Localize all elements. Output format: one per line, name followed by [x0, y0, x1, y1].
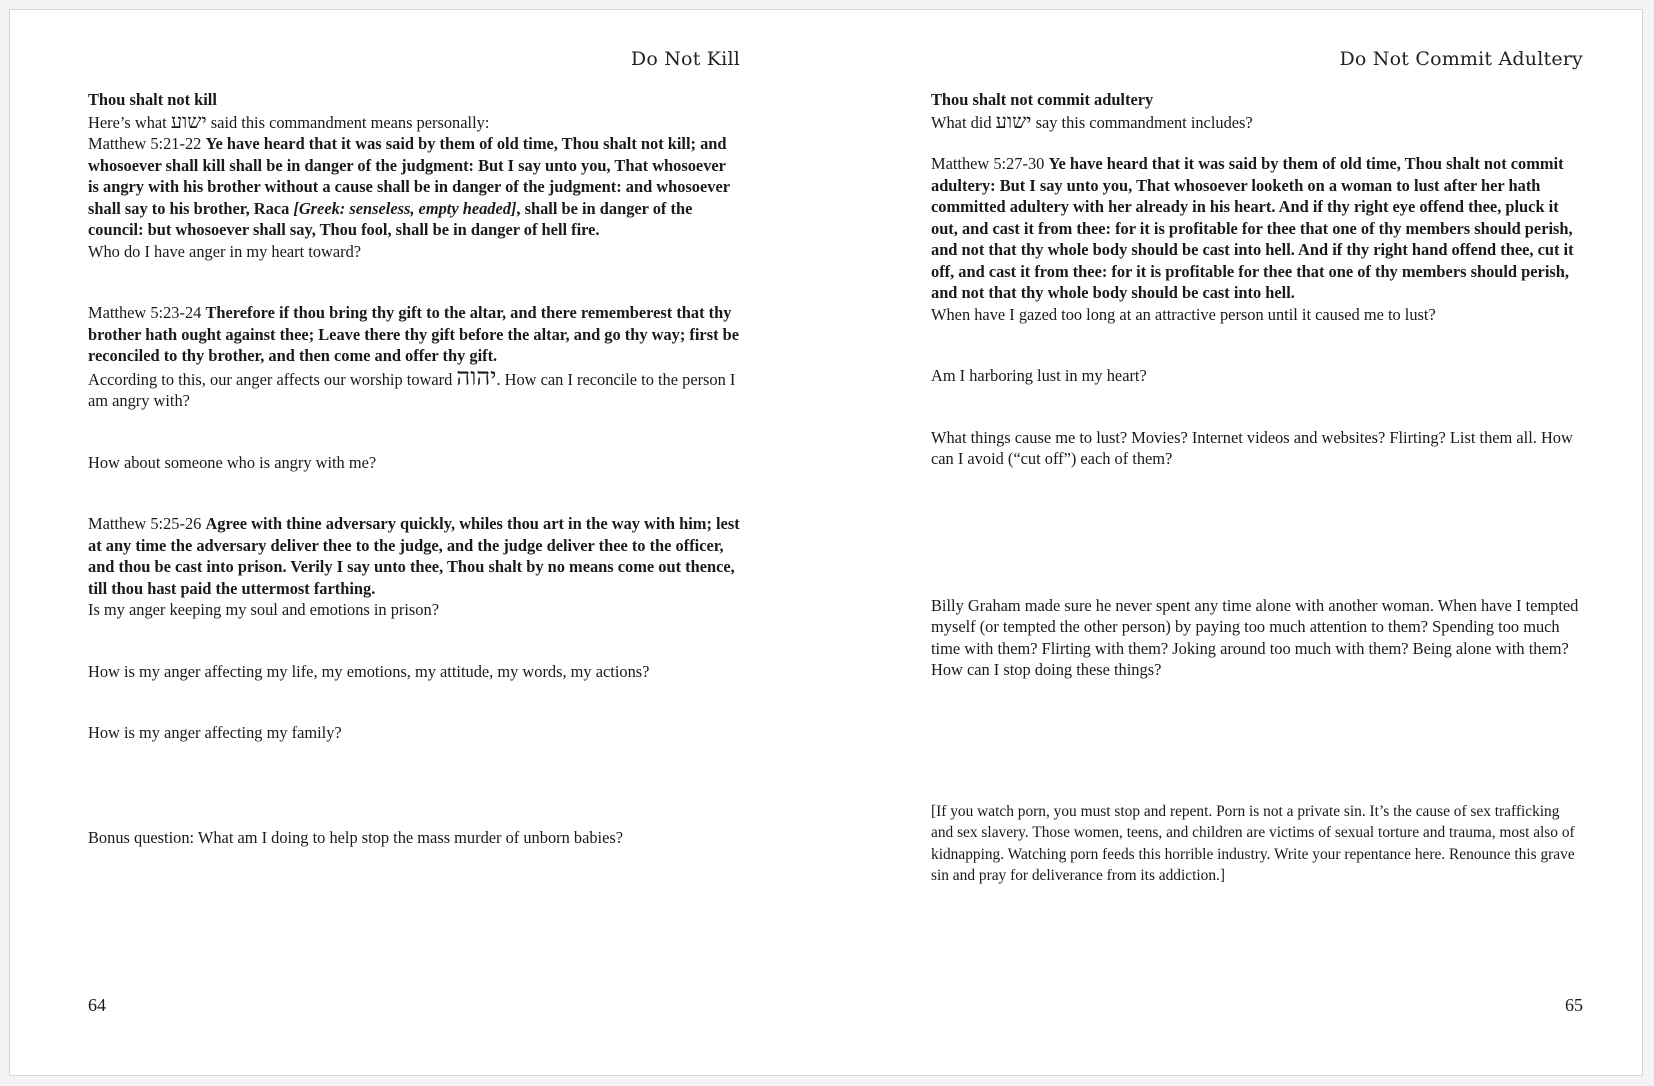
scripture-text: Ye have heard that it was said by them of old time, Thou shalt not kill; and whosoever shall kill shall be in danger of the judgment: But I say unto you, That whosoever is angry with his brother without a cause shall be in danger of the judgment: and whosoever shall say to his brother, Raca — [88, 134, 730, 218]
running-head-right: Do Not Commit Adultery — [1339, 48, 1583, 70]
question-1: When have I gazed too long at an attractive person until it caused me to lust? — [931, 304, 1436, 324]
intro-text: What did — [931, 112, 996, 132]
question-2 — [88, 362, 740, 412]
scripture-text-cont: , shall be in danger of the council: but whosoever shall say, Thou fool, shall be in danger of hell fire. — [88, 198, 693, 239]
scripture-text: Ye have heard that it was said by them of old time, Thou shalt not commit adultery: But I say unto you, That whosoever looketh on a woman to lust after her hath committed adultery with her already in his heart. And if thy right eye offend thee, pluck it out, and cast it from thee: for it is profitable for thee that one of thy members should perish, and not that thy whole body should be cast into hell. And if thy right hand offend thee, cut it off, and cast it from thee: for it is profitable for thee that one of thy members should perish, and not that thy whole body should be cast into hell. — [931, 154, 1574, 302]
question-3: How about someone who is angry with me? — [88, 452, 377, 472]
bonus-question: Bonus question: What am I doing to help stop the mass murder of unborn babies? — [88, 827, 624, 847]
scripture-passage — [931, 153, 1583, 304]
porn-note: [If you watch porn, you must stop and repent. Porn is not a private sin. It’s the cause of sex trafficking and sex slavery. Those women, teens, and children are victims of sexual torture and trauma, most also of kidnapping. Watching porn feeds this horrible industry. Write your repentance here. Renounce this grave sin and pray for deliverance from its addiction.] — [931, 802, 1575, 884]
intro-text-end: said this commandment means personally: — [206, 112, 490, 132]
section-title-kill: Thou shalt not kill — [88, 90, 217, 109]
question-2: Am I harboring lust in my heart? — [931, 366, 1147, 385]
greek-note: [Greek: senseless, empty headed] — [293, 198, 517, 218]
question-6: How is my anger affecting my family? — [88, 723, 342, 742]
scripture-passage-1 — [88, 133, 740, 241]
scripture-passage-3 — [88, 513, 740, 599]
scripture-reference: Matthew 5:25-26 — [88, 514, 206, 533]
page-number-right: 65 — [1565, 995, 1583, 1015]
scripture-reference: Matthew 5:21-22 — [88, 134, 206, 153]
hebrew-name-yeshua: ישוע — [995, 108, 1032, 133]
question-5: How is my anger affecting my life, my emotions, my attitude, my words, my actions? — [88, 661, 650, 681]
question-3: What things cause me to lust? Movies? Internet videos and websites? Flirting? List them all. How can I avoid (“cut off”) each of them? — [931, 427, 1573, 468]
left-page — [88, 10, 740, 1075]
intro-text: Here’s what — [88, 112, 171, 132]
hebrew-name-yhwh: יהוה — [456, 362, 497, 391]
left-content — [88, 89, 740, 848]
scripture-passage-2 — [88, 302, 740, 367]
question-text-end: . How can I reconcile to the person I am angry with? — [88, 369, 736, 410]
intro-line — [931, 108, 1583, 134]
intro-line — [88, 108, 740, 134]
hebrew-name-yeshua: ישוע — [170, 108, 207, 133]
scripture-reference: Matthew 5:27-30 — [931, 154, 1049, 173]
page-number-left: 64 — [88, 995, 106, 1015]
question-1: Who do I have anger in my heart toward? — [88, 241, 362, 261]
right-page — [931, 10, 1583, 1075]
question-text: According to this, our anger affects our worship toward — [88, 369, 457, 389]
section-title-adultery: Thou shalt not commit adultery — [931, 90, 1154, 109]
scripture-text: Therefore if thou bring thy gift to the altar, and there rememberest that thy brother hath ought against thee; Leave there thy gift before the altar, and go thy way; first be reconciled to thy brother, and then come and offer thy gift. — [88, 303, 740, 365]
intro-text-end: say this commandment includes? — [1031, 112, 1253, 132]
book-spread — [9, 9, 1643, 1076]
right-content — [931, 89, 1583, 887]
scripture-reference: Matthew 5:23-24 — [88, 303, 206, 322]
question-4: Billy Graham made sure he never spent any time alone with another woman. When have I tempted myself (or tempted the other person) by paying too much attention to them? Spending too much time with them? Flirting with them? Joking around too much with them? Being alone with them? How can I stop doing these things? — [931, 595, 1579, 679]
scripture-text: Agree with thine adversary quickly, whiles thou art in the way with him; lest at any time the adversary deliver thee to the judge, and the judge deliver thee to the officer, and thou be cast into prison. Verily I say unto thee, Thou shalt by no means come out thence, till thou hast paid the uttermost farthing. — [88, 514, 740, 598]
running-head-left: Do Not Kill — [630, 48, 740, 70]
question-4: Is my anger keeping my soul and emotions in prison? — [88, 600, 439, 619]
